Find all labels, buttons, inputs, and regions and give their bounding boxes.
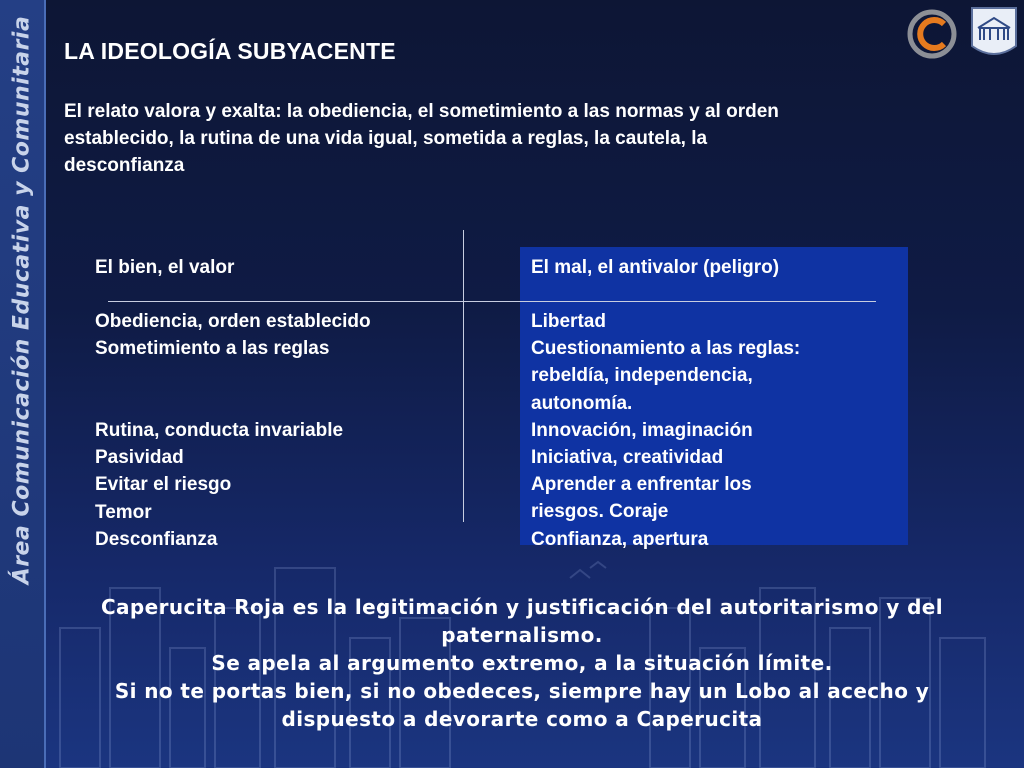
table-vertical-divider (463, 230, 464, 522)
table-horizontal-divider (108, 301, 876, 302)
conclusion-paragraph (50, 593, 994, 733)
intro-paragraph (64, 98, 994, 179)
slide-title: LA IDEOLOGÍA SUBYACENTE (64, 38, 396, 64)
antivalor-item: autonomía. (531, 392, 633, 414)
valor-item: Sometimiento a las reglas (95, 338, 330, 360)
antivalor-item: Iniciativa, creatividad (531, 447, 724, 469)
antivalor-item: Libertad (531, 311, 606, 332)
conclusion-line: Se apela al argumento extremo, a la situación límite. (211, 651, 833, 675)
valor-item: Obediencia, orden establecido (95, 311, 371, 332)
valor-list-b (95, 417, 343, 553)
conclusion-line: paternalismo. (441, 623, 603, 647)
antivalor-item: riesgos. Coraje (531, 501, 669, 523)
valor-item: Rutina, conducta invariable (95, 420, 344, 441)
intro-line: El relato valora y exalta: la obediencia, el sometimiento a las normas y al orden (64, 101, 779, 122)
antivalor-column-header: El mal, el antivalor (peligro) (531, 257, 780, 278)
antivalor-item: Innovación, imaginación (531, 419, 753, 441)
intro-line: establecido, la rutina de una vida igual, sometida a reglas, la cautela, la (64, 128, 708, 149)
building-crest-logo (970, 6, 1018, 62)
conclusion-line: Caperucita Roja es la legitimación y justificación del autoritarismo y del (100, 595, 944, 619)
valor-item: Pasividad (95, 447, 184, 469)
antivalor-item: Aprender a enfrentar los (531, 474, 752, 496)
antivalor-item: rebeldía, independencia, (531, 365, 753, 387)
antivalor-list (531, 308, 800, 553)
conclusion-line: Si no te portas bien, si no obedeces, siempre hay un Lobo al acecho y (114, 679, 930, 703)
c-ring-logo (906, 8, 958, 60)
valor-item: Evitar el riesgo (95, 474, 232, 496)
valor-list-a (95, 308, 371, 362)
valor-column-header: El bien, el valor (95, 257, 235, 278)
conclusion-line: dispuesto a devorarte como a Caperucita (281, 707, 763, 731)
sidebar-label: Área Comunicación Educativa y Comunitaria (9, 15, 35, 585)
sidebar-band (0, 0, 46, 768)
antivalor-item: Confianza, apertura (531, 528, 709, 550)
valor-item: Desconfianza (95, 528, 218, 550)
valor-item: Temor (95, 501, 152, 523)
antivalor-item: Cuestionamiento a las reglas: (531, 338, 801, 360)
intro-line: desconfianza (64, 155, 185, 176)
